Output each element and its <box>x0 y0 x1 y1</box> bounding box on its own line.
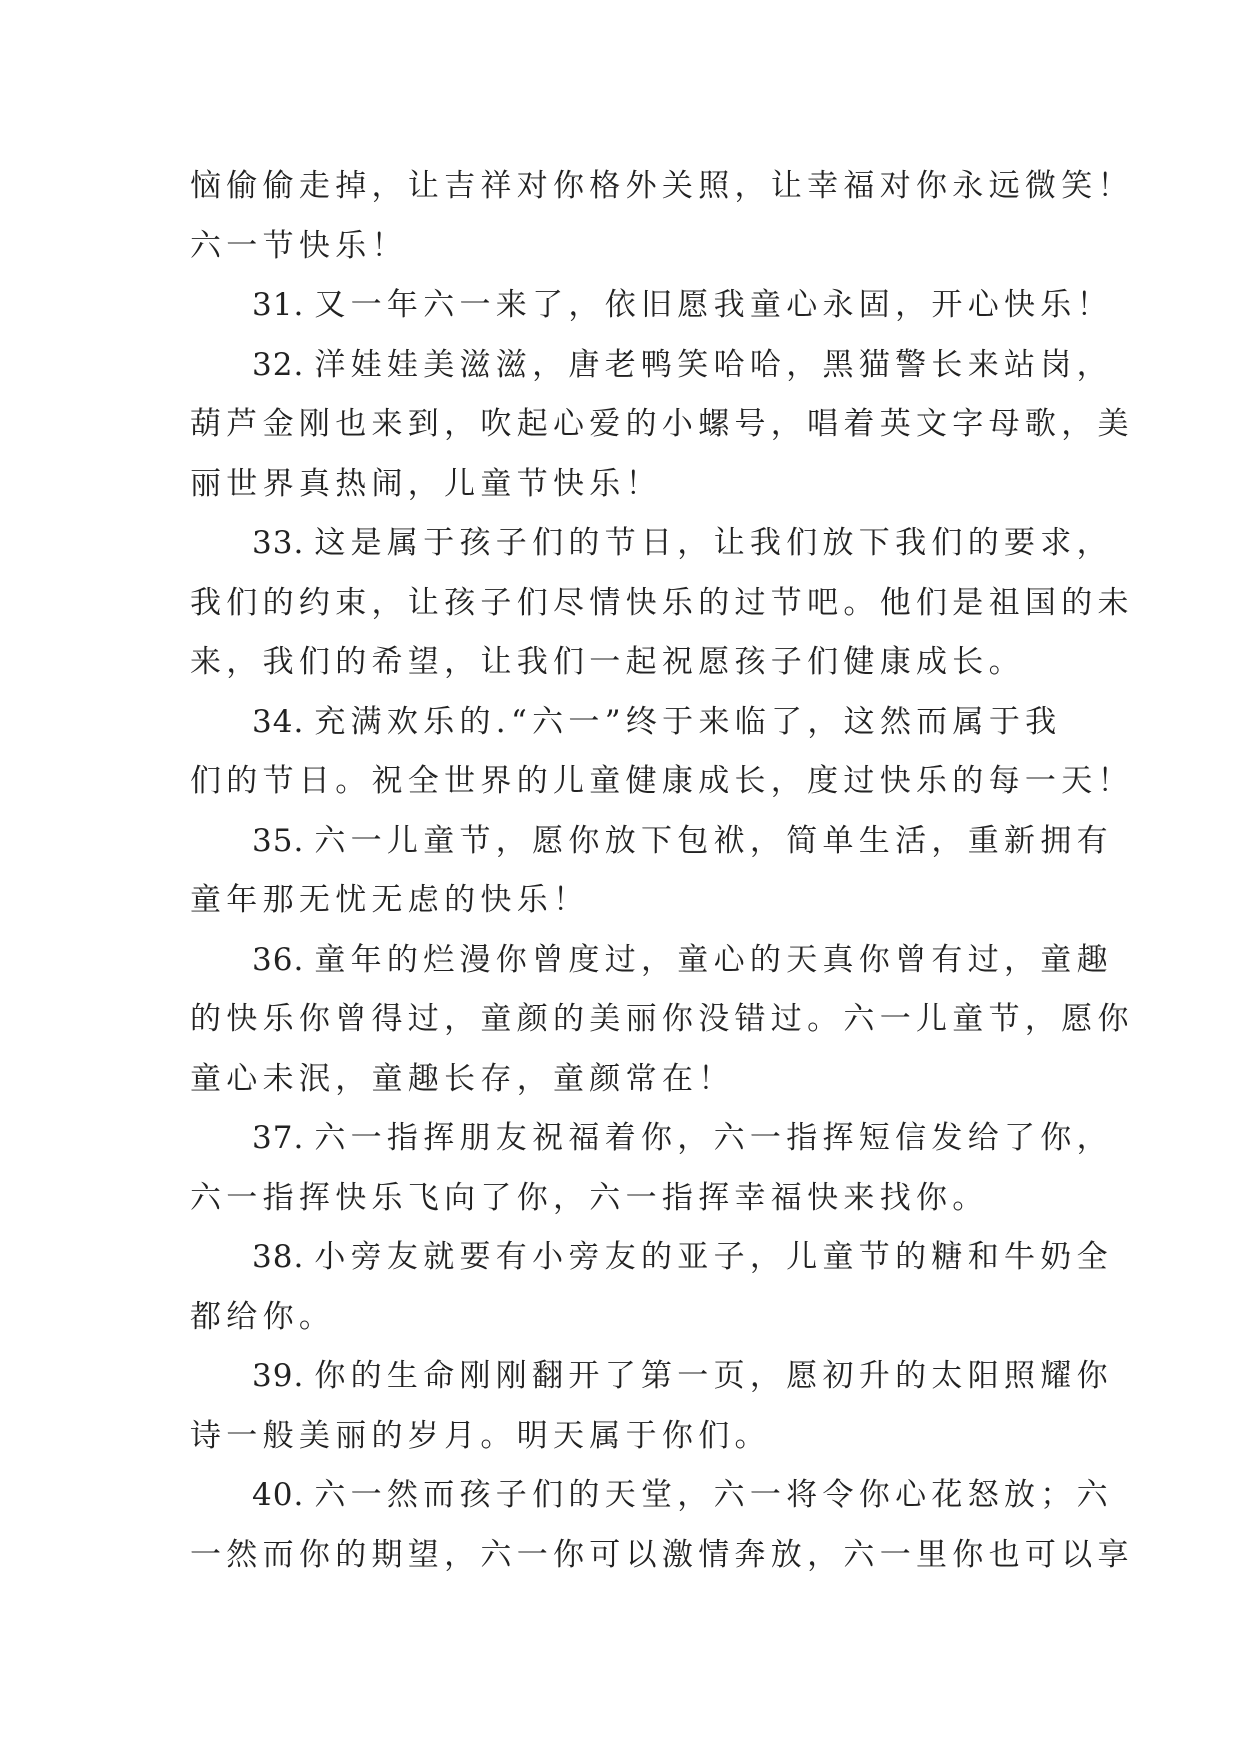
paragraph-38 <box>190 1228 1113 1347</box>
text-line: 充满欢乐的.“六一”终于来临了，这然而属于我 <box>314 703 1062 740</box>
text-line: 恼偷偷走掉，让吉祥对你格外关照，让幸福对你永远微笑！ <box>190 168 1134 204</box>
paragraph-31 <box>190 276 1113 336</box>
paragraph-39 <box>190 1347 1113 1466</box>
paragraph-35 <box>190 812 1113 931</box>
item-number: 36. <box>252 941 305 978</box>
text-line: 六一指挥快乐飞向了你，六一指挥幸福快来找你。 <box>190 1179 989 1216</box>
paragraph-continued <box>190 157 1134 276</box>
text-line: 童心未泯，童趣长存，童颜常在！ <box>190 1060 735 1097</box>
text-line: 我们的约束，让孩子们尽情快乐的过节吧。他们是祖国的未 <box>190 584 1134 621</box>
text-line: 都给你。 <box>190 1298 336 1335</box>
text-line: 们的节日。祝全世界的儿童健康成长，度过快乐的每一天！ <box>190 763 1134 799</box>
item-number: 35. <box>252 822 305 859</box>
text-line: 童年那无忧无虑的快乐！ <box>190 882 590 918</box>
paragraph-40 <box>190 1466 1134 1585</box>
item-number: 39. <box>252 1358 305 1394</box>
text-line: 洋娃娃美滋滋，唐老鸭笑哈哈，黑猫警长来站岗， <box>314 346 1113 383</box>
text-line: 丽世界真热闹，儿童节快乐！ <box>190 465 662 502</box>
text-line: 你的生命刚刚翻开了第一页，愿初升的太阳照耀你 <box>314 1358 1113 1394</box>
item-number: 34. <box>252 703 305 740</box>
text-line: 的快乐你曾得过，童颜的美丽你没错过。六一儿童节，愿你 <box>190 1001 1134 1037</box>
text-line: 六一节快乐！ <box>190 227 408 264</box>
text-line: 童年的烂漫你曾度过，童心的天真你曾有过，童趣 <box>314 941 1113 978</box>
paragraph-32 <box>190 336 1134 515</box>
item-number: 37. <box>252 1120 305 1156</box>
paragraph-36 <box>190 931 1134 1110</box>
text-line: 小旁友就要有小旁友的亚子，儿童节的糖和牛奶全 <box>314 1239 1113 1275</box>
text-line: 来，我们的希望，让我们一起祝愿孩子们健康成长。 <box>190 644 1025 680</box>
paragraph-34 <box>190 693 1134 812</box>
item-number: 40. <box>252 1477 305 1513</box>
paragraph-37 <box>190 1109 1113 1228</box>
text-line: 六一指挥朋友祝福着你，六一指挥短信发给了你， <box>314 1120 1113 1156</box>
item-number: 32. <box>252 346 305 383</box>
text-line: 六一儿童节，愿你放下包袱，简单生活，重新拥有 <box>314 822 1113 859</box>
body-text <box>190 157 1134 1585</box>
text-line: 葫芦金刚也来到，吹起心爱的小螺号，唱着英文字母歌，美 <box>190 406 1134 442</box>
text-line: 这是属于孩子们的节日，让我们放下我们的要求， <box>314 525 1113 561</box>
text-line: 一然而你的期望，六一你可以激情奔放，六一里你也可以享 <box>190 1536 1134 1573</box>
text-line: 诗一般美丽的岁月。明天属于你们。 <box>190 1417 771 1454</box>
text-line: 又一年六一来了，依旧愿我童心永固，开心快乐！ <box>314 287 1113 323</box>
item-number: 38. <box>252 1239 305 1275</box>
item-number: 31. <box>252 287 305 323</box>
item-number: 33. <box>252 525 305 561</box>
paragraph-33 <box>190 514 1134 693</box>
text-line: 六一然而孩子们的天堂，六一将令你心花怒放；六 <box>314 1477 1113 1513</box>
